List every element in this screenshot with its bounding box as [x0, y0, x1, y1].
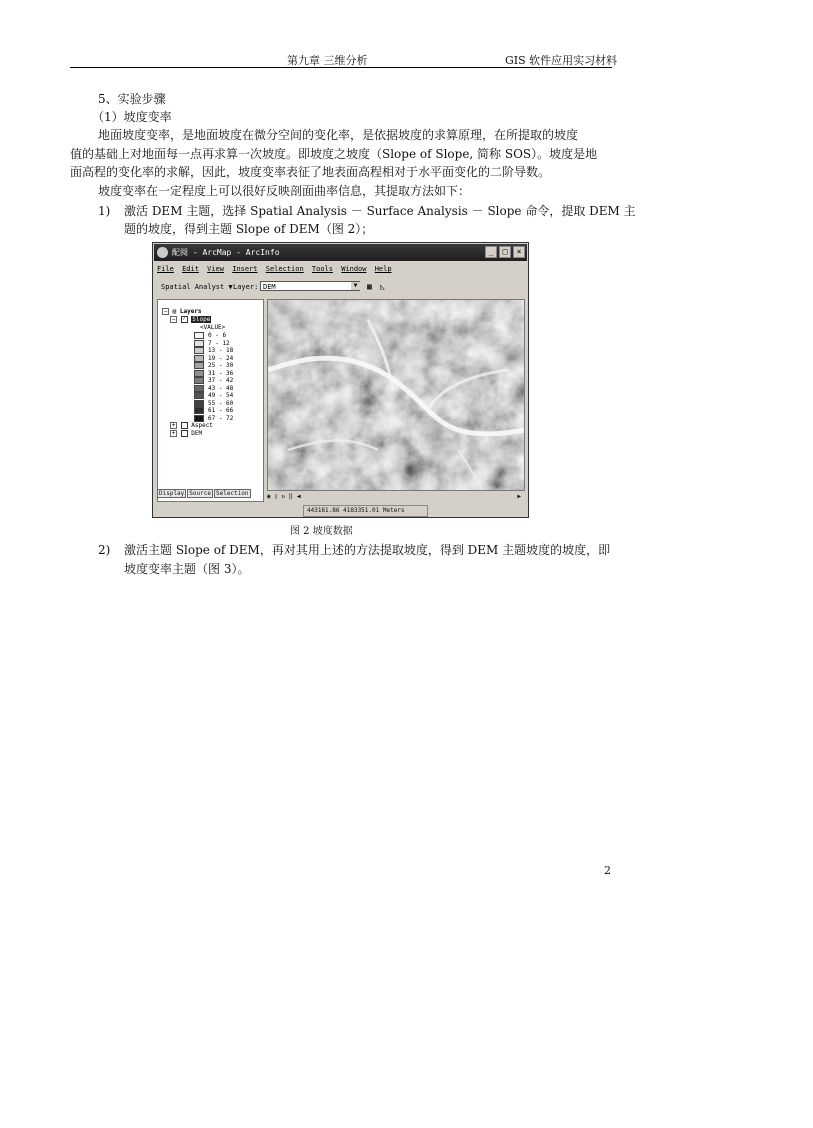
window-titlebar — [154, 244, 527, 261]
legend-class — [194, 370, 233, 377]
legend-label: 43 - 48 — [208, 384, 234, 392]
step-text: 激活 DEM 主题，选择 Spatial Analysis － Surface Analysis － Slope 命令，提取 DEM 主 — [124, 204, 636, 218]
expand-icon[interactable]: + — [171, 430, 176, 437]
globe-icon[interactable]: ◉ — [267, 493, 271, 500]
value-field: <VALUE> — [200, 324, 226, 331]
paragraph-line: 地面坡度变率，是地面坡度在微分空间的变化率，是依据坡度的求算原理，在所提取的坡度 — [98, 128, 579, 142]
step-text: 坡度变率主题（图 3）。 — [124, 562, 250, 576]
refresh-icon[interactable]: ↻ — [281, 493, 286, 500]
legend-swatch[interactable] — [194, 385, 204, 392]
legend-swatch[interactable] — [194, 340, 204, 347]
step-number: 1) — [98, 204, 111, 218]
arcmap-window — [152, 242, 529, 518]
step-number: 2) — [98, 543, 111, 557]
legend-label: 61 - 66 — [208, 407, 234, 414]
layer-checkbox[interactable] — [181, 430, 188, 437]
window-title: 配阅 - ArcMap - ArcInfo — [172, 248, 280, 257]
legend-label: 25 - 30 — [208, 362, 234, 369]
legend-label: 49 - 54 — [208, 392, 234, 399]
layers-icon: ▤ — [172, 308, 177, 315]
legend-swatch[interactable] — [194, 347, 204, 354]
legend-class — [194, 400, 233, 407]
legend-swatch[interactable] — [194, 370, 204, 377]
legend-class — [194, 385, 233, 392]
spatial-analyst-menu[interactable]: Spatial Analyst ▼ — [161, 283, 233, 291]
toc-root-label: Layers — [179, 308, 202, 315]
expand-icon[interactable]: + — [171, 422, 176, 429]
legend-class — [194, 407, 233, 414]
legend-swatch[interactable] — [194, 392, 204, 399]
legend-class — [194, 362, 233, 369]
toc-layer-aspect[interactable] — [170, 422, 213, 429]
histogram-icon[interactable]: ▦ — [367, 282, 372, 291]
arcmap-icon — [157, 247, 168, 258]
close-icon[interactable]: × — [513, 246, 525, 258]
legend-label: 13 - 18 — [208, 347, 234, 354]
legend-swatch[interactable] — [194, 377, 204, 384]
menu-edit[interactable]: Edit — [182, 265, 199, 273]
paragraph-line: 坡度变率在一定程度上可以很好反映剖面曲率信息，其提取方法如下： — [98, 184, 471, 198]
legend-swatch[interactable] — [194, 355, 204, 362]
menu-selection[interactable]: Selection — [265, 265, 304, 273]
layer-label: Layer: — [233, 283, 259, 291]
legend-class — [194, 347, 233, 354]
layer-label: Aspect — [191, 422, 213, 429]
legend-label: 7 - 12 — [208, 339, 230, 347]
layer-label: DEM — [191, 430, 203, 437]
menu-tools[interactable]: Tools — [311, 265, 333, 273]
legend-swatch[interactable] — [194, 400, 204, 407]
legend-swatch[interactable] — [194, 415, 204, 422]
legend-class — [194, 392, 233, 399]
legend-label: 67 - 72 — [208, 414, 234, 422]
slope-tool-icon[interactable]: ◺ — [380, 282, 385, 291]
tab-selection[interactable]: Selection — [215, 490, 249, 497]
maximize-icon[interactable]: □ — [499, 246, 511, 258]
layer-select-value: DEM — [263, 283, 276, 291]
legend-class — [194, 340, 230, 347]
menu-file[interactable]: File — [157, 265, 174, 273]
legend-class — [194, 415, 233, 422]
menubar — [157, 265, 396, 273]
layer-label: Slope — [192, 316, 211, 323]
tab-source[interactable]: Source — [189, 490, 211, 497]
layer-checkbox[interactable] — [181, 422, 188, 429]
legend-class — [194, 332, 226, 339]
header-doc-title: GIS 软件应用实习材料 — [505, 54, 618, 67]
scroll-left-icon[interactable]: ◀ — [297, 493, 301, 500]
toc-layer-slope[interactable] — [170, 316, 211, 323]
toc-layer-dem[interactable] — [170, 430, 202, 437]
collapse-icon[interactable]: − — [163, 308, 168, 315]
subsection-heading: （1）坡度变率 — [92, 110, 172, 124]
menu-view[interactable]: View — [207, 265, 225, 273]
slope-raster-map — [268, 300, 525, 491]
toc-root[interactable] — [162, 308, 202, 315]
collapse-icon[interactable]: − — [171, 316, 176, 323]
legend-swatch[interactable] — [194, 332, 204, 339]
tab-display[interactable]: Display — [159, 490, 185, 497]
header-rule — [70, 67, 612, 68]
legend-swatch[interactable] — [194, 362, 204, 369]
header-chapter: 第九章 三维分析 — [287, 54, 368, 67]
legend-class — [194, 355, 233, 362]
menu-window[interactable]: Window — [341, 265, 367, 273]
section-heading: 5、实验步骤 — [98, 92, 166, 106]
menu-help[interactable]: Help — [374, 265, 392, 273]
figure-caption: 图 2 坡度数据 — [290, 526, 353, 537]
pause-icon[interactable]: ‖ — [288, 493, 293, 500]
page-number: 2 — [604, 864, 611, 877]
legend-label: 0 - 6 — [208, 332, 227, 339]
step-text: 激活主题 Slope of DEM，再对其用上述的方法提取坡度，得到 DEM 主题坡度的坡度，即 — [124, 543, 611, 557]
step-text: 题的坡度，得到主题 Slope of DEM（图 2）； — [124, 222, 374, 236]
legend-label: 19 - 24 — [208, 354, 234, 362]
legend-swatch[interactable] — [194, 407, 204, 414]
paragraph-line: 值的基础上对地面每一点再求算一次坡度。即坡度之坡度（Slope of Slope, 简称 SOS）。坡度是地 — [70, 147, 598, 161]
menu-insert[interactable]: Insert — [232, 265, 258, 273]
legend-label: 37 - 42 — [208, 377, 234, 384]
layout-icon[interactable]: ▯ — [274, 493, 278, 500]
chevron-down-icon[interactable]: ▼ — [351, 282, 360, 290]
spatial-analyst-toolbar — [157, 279, 524, 295]
status-coordinates: 443161.86 4183351.01 Meters — [303, 505, 428, 517]
scroll-right-icon[interactable]: ▶ — [517, 493, 521, 500]
layer-select[interactable] — [260, 281, 360, 291]
table-of-contents — [157, 299, 264, 502]
toc-tabs — [157, 489, 252, 498]
layer-checkbox[interactable]: ✓ — [182, 316, 186, 322]
legend-label: 31 - 36 — [208, 369, 234, 377]
paragraph-line: 面高程的变化率的求解，因此，坡度变率表征了地表面高程相对于水平面变化的二阶导数。 — [70, 165, 551, 179]
minimize-icon[interactable]: _ — [485, 246, 497, 258]
map-scrollbar[interactable] — [267, 493, 525, 503]
map-view[interactable] — [267, 299, 525, 491]
legend-class — [194, 377, 233, 384]
legend-label: 55 - 60 — [208, 399, 234, 407]
